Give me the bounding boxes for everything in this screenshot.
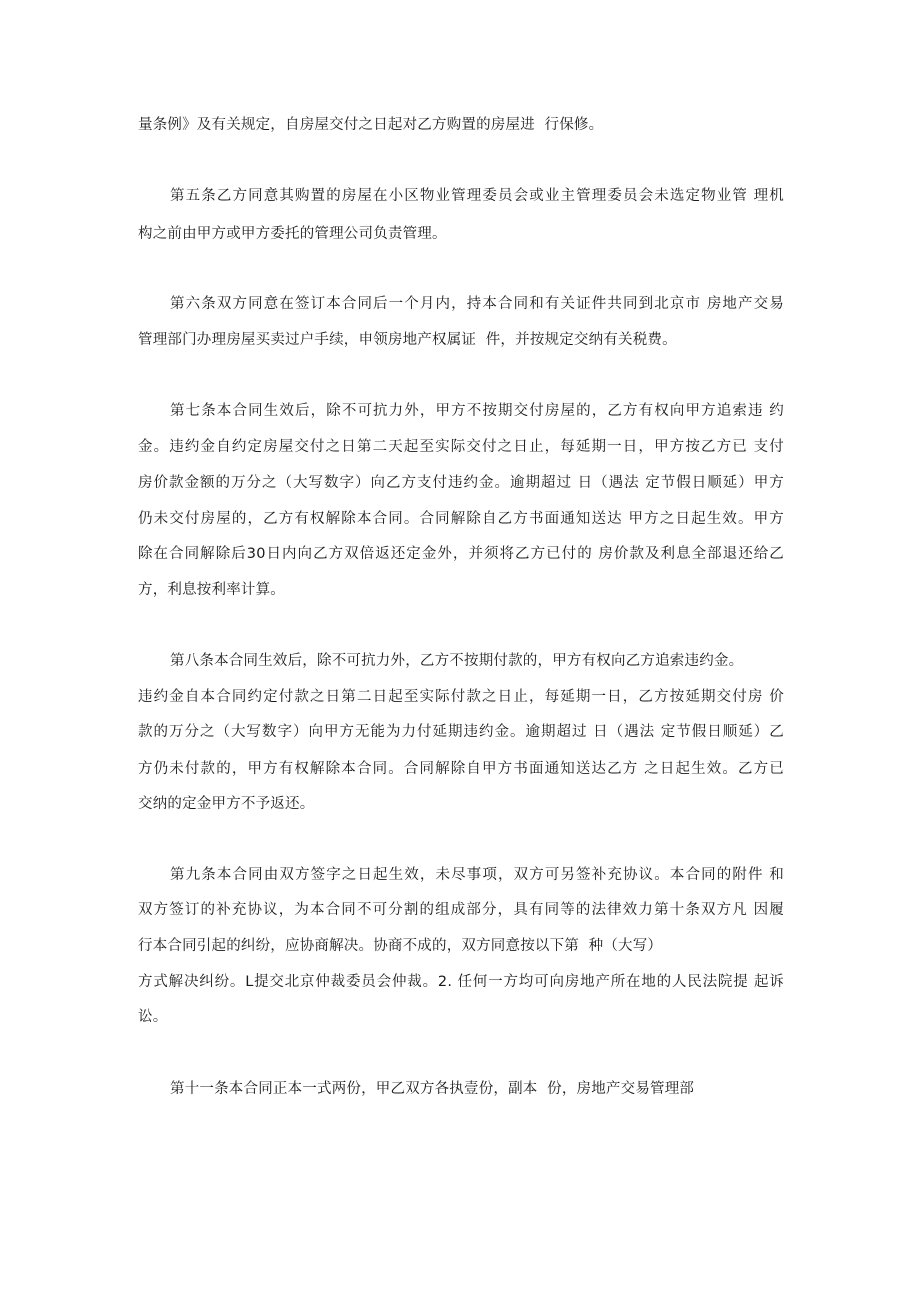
text-line: 金。违约金自约定房屋交付之日第二天起至实际交付之日止，每延期一日，甲方按乙方已 支付 xyxy=(138,439,784,455)
text-line: 行本合同引起的纠纷，应协商解决。协商不成的，双方同意按以下第 种（大写） xyxy=(138,938,663,954)
text-line: 第八条本合同生效后，除不可抗力外，乙方不按期付款的，甲方有权向乙方追索违约金。 xyxy=(170,653,744,669)
text-line: 违约金自本合同约定付款之日第二日起至实际付款之日止，每延期一日，乙方按延期交付房 价 xyxy=(138,689,784,705)
text-line: 方式解决纠纷。L提交北京仲裁委员会仲裁。2. 任何一方均可向房地产所在地的人民法院提 起诉 xyxy=(138,974,784,990)
text-line: 双方签订的补充协议，为本合同不可分割的组成部分，具有同等的法律效力第十条双方凡 因履 xyxy=(138,902,784,918)
text-line: 构之前由甲方或甲方委托的管理公司负责管理。 xyxy=(138,226,447,242)
text-line: 第六条双方同意在签订本合同后一个月内，持本合同和有关证件共同到北京市 房地产交易 xyxy=(170,296,784,312)
text-line: 方仍未付款的，甲方有权解除本合同。合同解除自甲方书面通知送达乙方 之日起生效。乙方已 xyxy=(138,761,784,777)
text-line: 交纳的定金甲方不予返还。 xyxy=(138,796,315,812)
text-line: 量条例》及有关规定，自房屋交付之日起对乙方购置的房屋进 行保修。 xyxy=(138,117,604,133)
text-line: 管理部门办理房屋买卖过户手续，申领房地产权属证 件，并按规定交纳有关税费。 xyxy=(138,332,677,348)
text-line: 第九条本合同由双方签字之日起生效，未尽事项，双方可另签补充协议。本合同的附件 和 xyxy=(170,867,784,883)
text-line: 第七条本合同生效后，除不可抗力外，甲方不按期交付房屋的，乙方有权向甲方追索违 约 xyxy=(170,403,784,419)
text-line: 方，利息按利率计算。 xyxy=(138,582,285,598)
text-line: 讼。 xyxy=(138,1009,168,1025)
text-line: 第十一条本合同正本一式两份，甲乙双方各执壹份，副本 份，房地产交易管理部 xyxy=(170,1081,695,1097)
text-line: 仍未交付房屋的，乙方有权解除本合同。合同解除自乙方书面通知送达 甲方之日起生效。甲方 xyxy=(138,511,784,527)
text-line: 除在合同解除后30日内向乙方双倍返还定金外，并须将乙方已付的 房价款及利息全部退还给乙 xyxy=(138,546,784,562)
text-line: 第五条乙方同意其购置的房屋在小区物业管理委员会或业主管理委员会未选定物业管 理机 xyxy=(170,188,784,204)
text-line: 房价款金额的万分之（大写数字）向乙方支付违约金。逾期超过 日（遇法 定节假日顺延）甲方 xyxy=(138,475,784,491)
text-line: 款的万分之（大写数字）向甲方无能为力付延期违约金。逾期超过 日（遇法 定节假日顺延）乙 xyxy=(138,724,784,740)
